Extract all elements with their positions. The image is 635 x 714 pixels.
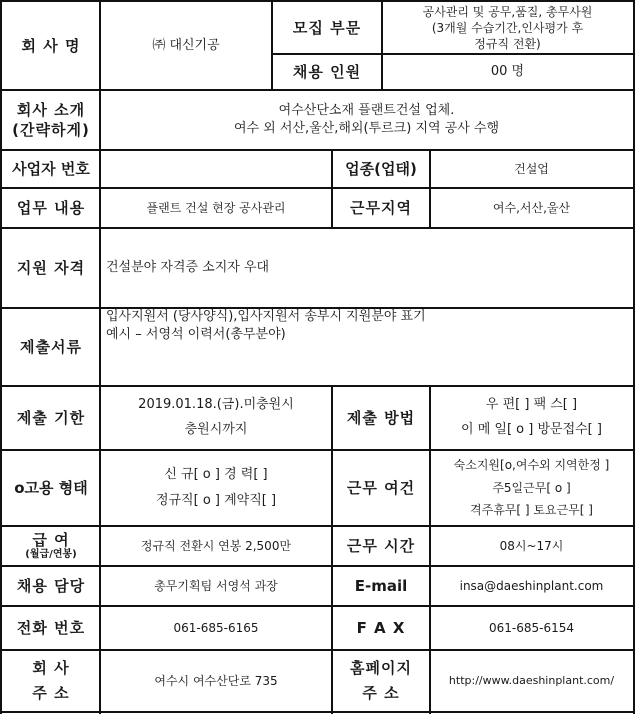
recruit-dept-line-1: 공사관리 및 공무,품질, 총무사원 — [422, 4, 593, 19]
method-line-2: 이 메 일[ o ] 방문접수[ ] — [461, 422, 602, 437]
grid-v-mid-3 — [331, 385, 333, 714]
conditions-value — [430, 450, 633, 526]
address-label-line-1: 회 사 — [32, 658, 70, 677]
address-label — [2, 650, 100, 712]
grid-h-12 — [0, 649, 635, 651]
documents-label: 제출서류 — [20, 337, 82, 356]
work-hours-value: 08시~17시 — [499, 538, 564, 553]
documents-value — [100, 308, 633, 386]
fax-value: 061-685-6154 — [488, 620, 574, 635]
grid-v-label — [99, 0, 101, 714]
salary-label-sub: (월급/연봉) — [25, 548, 77, 560]
deadline-label: 제출 기한 — [16, 408, 86, 427]
headcount-value: 00 명 — [490, 64, 525, 80]
work-hours-label: 근무 시간 — [346, 536, 416, 555]
email-label: E-mail — [354, 576, 408, 595]
phone-label: 전화 번호 — [16, 618, 86, 637]
grid-v-top-mid — [271, 0, 273, 90]
grid-h-3 — [0, 149, 635, 151]
conditions-line-2: 주5일근무[ o ] — [492, 480, 571, 495]
conditions-label: 근무 여건 — [346, 478, 416, 497]
border-bottom — [0, 711, 635, 713]
address-label-line-2: 주 소 — [32, 684, 70, 702]
employment-type-line-1: 신 규[ o ] 경 력[ ] — [164, 467, 268, 482]
homepage-label-line-1: 홈페이지 — [350, 658, 412, 677]
grid-v-mid-2 — [429, 149, 431, 229]
business-number-value — [100, 150, 332, 188]
company-intro-line-2: 여수 외 서산,울산,해외(투르크) 지역 공사 수행 — [233, 121, 500, 136]
border-top — [0, 0, 635, 2]
address-value: 여수시 여수산단로 735 — [154, 673, 278, 688]
grid-h-8 — [0, 449, 635, 451]
grid-h-4 — [0, 187, 635, 189]
duty-value: 플랜트 건설 현장 공사관리 — [146, 200, 286, 215]
email-value[interactable]: insa@daeshinplant.com — [459, 578, 604, 593]
conditions-line-3: 격주휴무[ ] 토요근무[ ] — [470, 503, 593, 518]
grid-v-mid-1 — [331, 149, 333, 229]
deadline-line-1: 2019.01.18.(금).미충원시 — [138, 397, 294, 413]
recruit-dept-label: 모집 부문 — [292, 18, 362, 37]
grid-h-7 — [0, 385, 635, 387]
salary-value: 정규직 전환시 연봉 2,500만 — [140, 538, 292, 553]
conditions-line-1: 숙소지원[o,여수외 지역한정 ] — [453, 457, 610, 472]
grid-h-9 — [0, 525, 635, 527]
submission-method-label: 제출 방법 — [346, 408, 416, 427]
recruit-dept-value — [382, 2, 633, 54]
documents-line-2: 예시 – 서영석 이력서(총무분야) — [106, 326, 286, 342]
recruit-dept-line-3: 정규직 전환) — [474, 37, 541, 52]
fax-label: F A X — [356, 618, 406, 637]
documents-line-1: 입사지원서 (당사양식),입사지원서 송부시 지원분야 표기 — [106, 309, 426, 324]
company-intro-line-1: 여수산단소재 플랜트건설 업체. — [278, 103, 455, 119]
industry-label: 업종(업태) — [345, 159, 417, 178]
salary-label — [2, 526, 100, 566]
grid-h-11 — [0, 605, 635, 607]
employment-type-value — [100, 450, 332, 526]
employment-type-label: o고용 형태 — [14, 478, 88, 497]
grid-h-10 — [0, 565, 635, 567]
grid-h-1 — [272, 53, 635, 55]
qualification-label: 지원 자격 — [16, 258, 86, 277]
grid-h-6 — [0, 307, 635, 309]
deadline-line-2: 충원시까지 — [184, 422, 248, 437]
homepage-label — [332, 650, 430, 712]
recruit-manager-value: 총무기획팀 서영석 과장 — [154, 578, 278, 593]
duty-label: 업무 내용 — [16, 198, 86, 217]
business-number-label: 사업자 번호 — [12, 159, 90, 178]
grid-h-5 — [0, 227, 635, 229]
grid-v-mid-4 — [429, 385, 431, 714]
phone-value: 061-685-6165 — [173, 620, 259, 635]
recruit-manager-label: 채용 담당 — [16, 576, 86, 595]
homepage-label-line-2: 주 소 — [362, 684, 400, 702]
submission-method-value — [430, 386, 633, 450]
border-left — [0, 0, 2, 714]
location-label: 근무지역 — [350, 198, 412, 217]
method-line-1: 우 편[ ] 팩 스[ ] — [485, 397, 578, 413]
company-intro-label-line-1: 회사 소개 — [16, 100, 86, 119]
headcount-label: 채용 인원 — [292, 62, 362, 81]
grid-h-2 — [0, 89, 635, 91]
homepage-value[interactable]: http://www.daeshinplant.com/ — [448, 673, 615, 687]
qualification-value: 건설분야 자격증 소지자 우대 — [106, 260, 270, 276]
company-intro-label — [2, 90, 100, 150]
company-intro-label-line-2: (간략하게) — [12, 121, 90, 139]
company-name-label: 회 사 명 — [21, 36, 81, 55]
grid-v-top-right — [381, 0, 383, 90]
company-name-value: ㈜ 대신기공 — [152, 38, 220, 54]
salary-label-main: 급 여 — [32, 531, 70, 550]
deadline-value — [100, 386, 332, 450]
industry-value: 건설업 — [514, 161, 549, 176]
company-intro-value — [100, 90, 633, 150]
recruit-dept-line-2: (3개월 수습기간,인사평가 후 — [431, 20, 584, 35]
employment-type-line-2: 정규직[ o ] 계약직[ ] — [155, 493, 277, 508]
location-value: 여수,서산,울산 — [492, 200, 571, 215]
